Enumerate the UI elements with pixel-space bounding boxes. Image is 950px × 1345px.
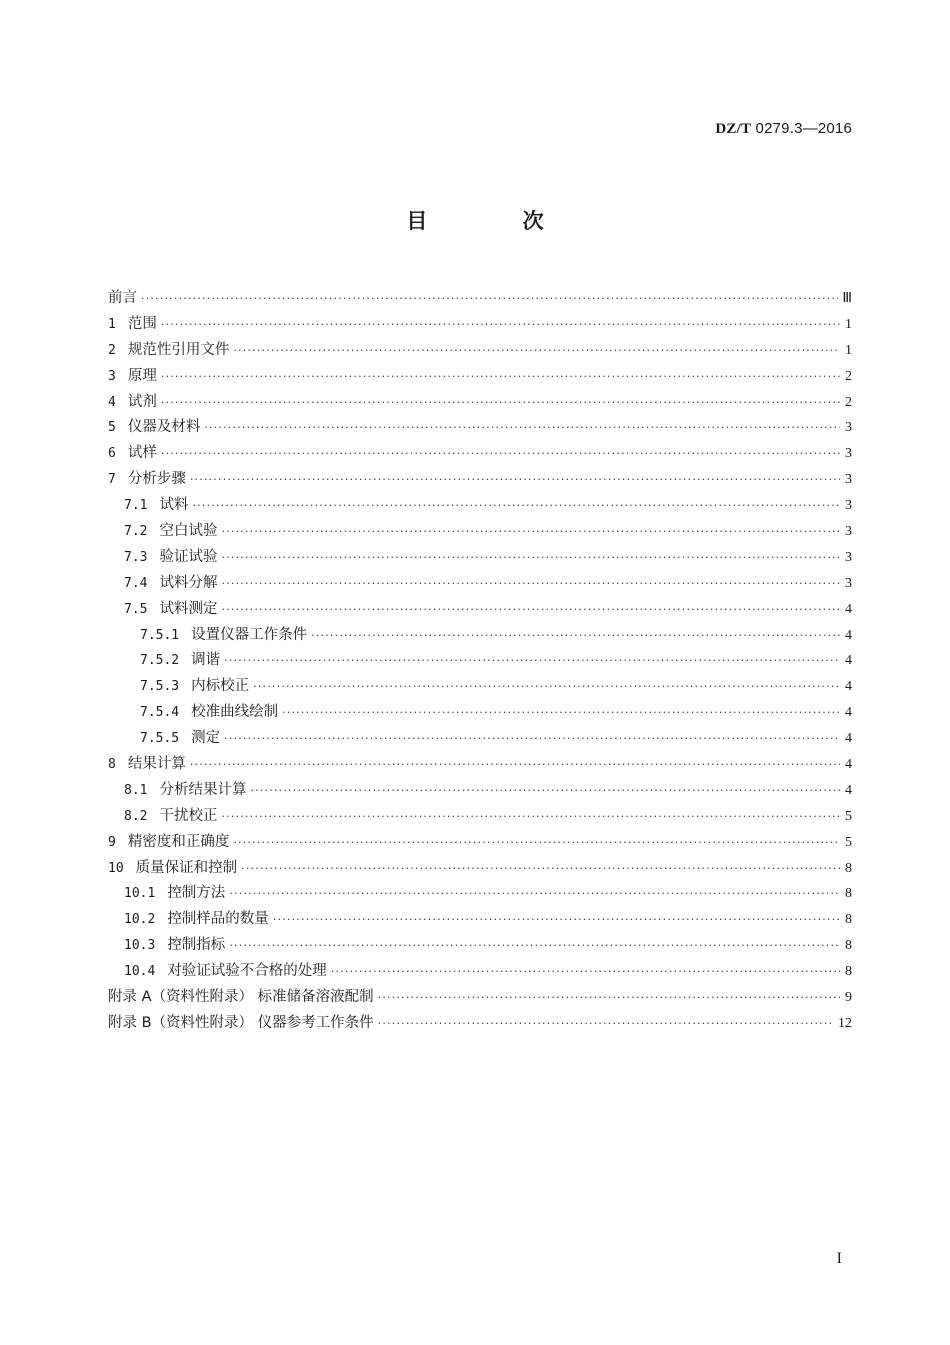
toc-entry-page: Ⅲ xyxy=(842,291,852,306)
toc-dot-leader xyxy=(161,364,840,390)
page-number: I xyxy=(836,1250,842,1267)
toc-entry[interactable] xyxy=(108,700,852,726)
toc-entry[interactable] xyxy=(108,856,852,882)
toc-entry-label: 附录 B（资料性附录） 仪器参考工作条件 xyxy=(108,1014,374,1031)
toc-entry-label: 控制样品的数量 xyxy=(167,911,269,928)
toc-entry[interactable] xyxy=(108,778,852,804)
toc-entry-label: 规范性引用文件 xyxy=(127,341,230,358)
toc-entry[interactable] xyxy=(108,364,852,390)
toc-dot-leader xyxy=(161,441,840,467)
toc-entry-page: 3 xyxy=(845,524,852,540)
toc-entry[interactable] xyxy=(108,1011,852,1037)
toc-entry-page: 4 xyxy=(845,653,852,669)
toc-entry-page: 8 xyxy=(845,938,852,954)
toc-entry-page: 4 xyxy=(845,782,852,798)
toc-dot-leader xyxy=(229,881,840,907)
toc-entry[interactable] xyxy=(108,312,852,338)
toc-entry-label: 试样 xyxy=(127,445,157,462)
toc-dot-leader xyxy=(331,959,840,985)
toc-entry-label: 测定 xyxy=(191,730,221,747)
toc-dot-leader xyxy=(141,286,838,312)
toc-dot-leader xyxy=(161,312,840,338)
toc-entry-label: 附录 A（资料性附录） 标准储备溶液配制 xyxy=(108,989,374,1006)
toc-entry-number: 7.3 xyxy=(124,549,148,565)
toc-entry-number: 10 xyxy=(108,860,124,876)
toc-entry-number: 4 xyxy=(108,394,116,410)
toc-entry-number: 8.1 xyxy=(124,782,148,798)
toc-dot-leader xyxy=(233,830,840,856)
toc-dot-leader xyxy=(221,519,840,545)
toc-entry-number: 8 xyxy=(108,757,116,773)
toc-entry-label: 干扰校正 xyxy=(159,807,218,824)
toc-dot-leader xyxy=(273,907,840,933)
toc-entry-number: 2 xyxy=(108,342,116,358)
toc-entry-page: 3 xyxy=(845,549,852,565)
toc-entry[interactable] xyxy=(108,933,852,959)
toc-entry[interactable] xyxy=(108,881,852,907)
toc-entry-number: 7.5.5 xyxy=(140,731,180,747)
toc-dot-leader xyxy=(192,493,840,519)
toc-entry[interactable] xyxy=(108,648,852,674)
toc-entry[interactable] xyxy=(108,597,852,623)
toc-entry-label: 试料 xyxy=(159,497,189,514)
toc-entry-label: 验证试验 xyxy=(159,548,218,565)
toc-entry-number: 9 xyxy=(108,834,116,850)
toc-dot-leader xyxy=(224,726,840,752)
toc-entry-label: 精密度和正确度 xyxy=(127,833,230,850)
toc-entry-number: 10.1 xyxy=(124,886,156,902)
toc-entry-label: 试料分解 xyxy=(159,574,218,591)
toc-entry-page: 5 xyxy=(845,808,852,824)
toc-entry-page: 3 xyxy=(845,575,852,591)
toc-dot-leader xyxy=(221,545,840,571)
toc-entry-label: 范围 xyxy=(127,315,157,332)
toc-entry[interactable] xyxy=(108,519,852,545)
toc-entry[interactable] xyxy=(108,493,852,519)
toc-entry-page: 4 xyxy=(845,679,852,695)
toc-entry[interactable] xyxy=(108,545,852,571)
toc-entry[interactable] xyxy=(108,726,852,752)
toc-entry[interactable] xyxy=(108,830,852,856)
toc-entry-number: 7.2 xyxy=(124,524,148,540)
toc-entry-label: 内标校正 xyxy=(191,678,250,695)
toc-entry-label: 试料测定 xyxy=(159,600,218,617)
toc-dot-leader xyxy=(229,933,840,959)
toc-entry-page: 1 xyxy=(845,316,852,332)
toc-entry-number: 7.4 xyxy=(124,575,148,591)
toc-entry-label: 控制方法 xyxy=(167,885,226,902)
toc-entry-page: 2 xyxy=(845,394,852,410)
toc-entry-label: 前言 xyxy=(108,290,137,306)
toc-dot-leader xyxy=(233,338,840,364)
toc-entry-page: 4 xyxy=(845,627,852,643)
toc-dot-leader xyxy=(378,985,840,1011)
toc-entry-label: 设置仪器工作条件 xyxy=(191,626,308,643)
toc-dot-leader xyxy=(253,674,840,700)
toc-entry-number: 5 xyxy=(108,420,116,436)
toc-entry[interactable] xyxy=(108,985,852,1011)
toc-entry-number: 6 xyxy=(108,446,116,462)
toc-entry-page: 3 xyxy=(845,472,852,488)
toc-entry-number: 7.5 xyxy=(124,601,148,617)
toc-entry-number: 1 xyxy=(108,316,116,332)
toc-entry-page: 8 xyxy=(845,912,852,928)
toc-entry-label: 对验证试验不合格的处理 xyxy=(167,963,327,980)
toc-entry-page: 8 xyxy=(845,886,852,902)
standard-prefix: DZ/T xyxy=(715,121,752,137)
toc-entry[interactable] xyxy=(108,804,852,830)
toc-entry-label: 调谐 xyxy=(191,652,221,669)
toc-entry-page: 1 xyxy=(845,342,852,358)
toc-entry-label: 原理 xyxy=(127,367,157,384)
toc-entry-label: 分析结果计算 xyxy=(159,781,247,798)
toc-entry-page: 3 xyxy=(845,420,852,436)
toc-entry-label: 试剂 xyxy=(127,393,157,410)
toc-entry[interactable] xyxy=(108,390,852,416)
toc-dot-leader xyxy=(250,778,840,804)
toc-entry-number: 3 xyxy=(108,368,116,384)
toc-entry[interactable] xyxy=(108,441,852,467)
toc-entry[interactable] xyxy=(108,415,852,441)
toc-entry-label: 仪器及材料 xyxy=(127,419,201,436)
toc-entry-page: 12 xyxy=(838,1015,852,1031)
toc-dot-leader xyxy=(190,467,840,493)
toc-entry-page: 2 xyxy=(845,368,852,384)
toc-dot-leader xyxy=(204,415,840,441)
toc-entry-number: 10.2 xyxy=(124,912,156,928)
toc-entry-number: 10.3 xyxy=(124,938,156,954)
toc-entry-number: 7.1 xyxy=(124,498,148,514)
toc-entry[interactable] xyxy=(108,752,852,778)
toc-entry-number: 7.5.4 xyxy=(140,705,180,721)
toc-entry-page: 5 xyxy=(845,834,852,850)
standard-code xyxy=(715,120,852,138)
toc-entry-label: 分析步骤 xyxy=(127,471,186,488)
toc-entry[interactable] xyxy=(108,623,852,649)
toc-entry-page: 4 xyxy=(845,731,852,747)
page-title: 目 次 xyxy=(406,209,588,233)
toc-entry[interactable] xyxy=(108,907,852,933)
toc-dot-leader xyxy=(224,648,840,674)
toc-entry-page: 8 xyxy=(845,860,852,876)
toc-entry-label: 质量保证和控制 xyxy=(135,859,238,876)
standard-number: 0279.3—2016 xyxy=(755,120,852,137)
toc-entry-number: 8.2 xyxy=(124,808,148,824)
toc-entry-number: 7.5.1 xyxy=(140,627,180,643)
toc-dot-leader xyxy=(282,700,840,726)
toc-dot-leader xyxy=(311,623,840,649)
toc-dot-leader xyxy=(161,390,840,416)
toc-entry-number: 10.4 xyxy=(124,964,156,980)
toc-entry-page: 9 xyxy=(845,990,852,1006)
toc-entry[interactable] xyxy=(108,338,852,364)
toc-entry-page: 3 xyxy=(845,498,852,514)
toc-entry-number: 7.5.2 xyxy=(140,653,180,669)
toc-entry[interactable] xyxy=(108,286,852,312)
toc-dot-leader xyxy=(221,597,840,623)
toc-dot-leader xyxy=(221,804,840,830)
toc-entry-label: 控制指标 xyxy=(167,937,226,954)
table-of-contents xyxy=(108,286,852,1037)
toc-entry-page: 4 xyxy=(845,705,852,721)
toc-entry-page: 8 xyxy=(845,964,852,980)
toc-entry-label: 结果计算 xyxy=(127,756,186,773)
toc-entry-label: 空白试验 xyxy=(159,523,218,540)
toc-entry-page: 3 xyxy=(845,446,852,462)
toc-entry-number: 7.5.3 xyxy=(140,679,180,695)
toc-entry-page: 4 xyxy=(845,601,852,617)
toc-entry[interactable] xyxy=(108,674,852,700)
toc-dot-leader xyxy=(190,752,840,778)
toc-dot-leader xyxy=(378,1011,834,1037)
toc-entry[interactable] xyxy=(108,571,852,597)
toc-dot-leader xyxy=(221,571,840,597)
toc-entry[interactable] xyxy=(108,959,852,985)
toc-entry-label: 校准曲线绘制 xyxy=(191,704,279,721)
toc-dot-leader xyxy=(241,856,840,882)
toc-entry[interactable] xyxy=(108,467,852,493)
toc-entry-page: 4 xyxy=(845,757,852,773)
toc-entry-number: 7 xyxy=(108,472,116,488)
